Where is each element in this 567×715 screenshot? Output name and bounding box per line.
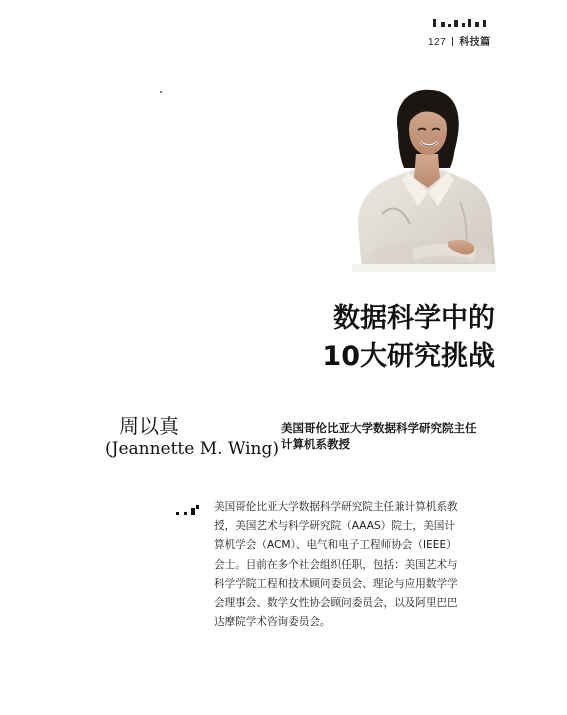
author-name-chinese: 周以真 [119, 414, 179, 438]
bio-line: 授，美国艺术与科学研究院（AAAS）院士，美国计 [214, 520, 455, 533]
author-role-line-2: 计算机系教授 [281, 437, 350, 451]
bio-line: 会理事会、数学女性协会顾问委员会，以及阿里巴巴 [214, 597, 458, 610]
bio-line: 会士。目前在多个社会组织任职，包括：美国艺术与 [214, 558, 458, 571]
author-role [281, 420, 477, 452]
running-header [428, 33, 491, 48]
column-name: 科技篇 [459, 37, 491, 48]
header-divider [452, 37, 453, 46]
bio-line: 科学学院工程和技术顾问委员会、理论与应用数学学 [214, 577, 458, 590]
bio-line: 达摩院学术咨询委员会。 [214, 616, 331, 629]
article-title [322, 300, 495, 376]
author-portrait [352, 84, 496, 272]
author-name-english: (Jeannette M. Wing) [105, 439, 280, 459]
author-bio [214, 498, 504, 632]
page-number: 127 [428, 37, 447, 48]
title-line-2: 10大研究挑战 [322, 341, 495, 372]
print-speck [160, 91, 162, 93]
author-role-line-1: 美国哥伦比亚大学数据科学研究院主任 [281, 421, 477, 435]
bio-marker-icon [176, 504, 200, 518]
header-ornament-icon [432, 17, 490, 29]
bio-line: 算机学会（ACM）、电气和电子工程师协会（IEEE） [214, 539, 457, 552]
bio-line: 美国哥伦比亚大学数据科学研究院主任兼计算机系教 [214, 501, 458, 513]
title-line-1: 数据科学中的 [333, 303, 495, 334]
